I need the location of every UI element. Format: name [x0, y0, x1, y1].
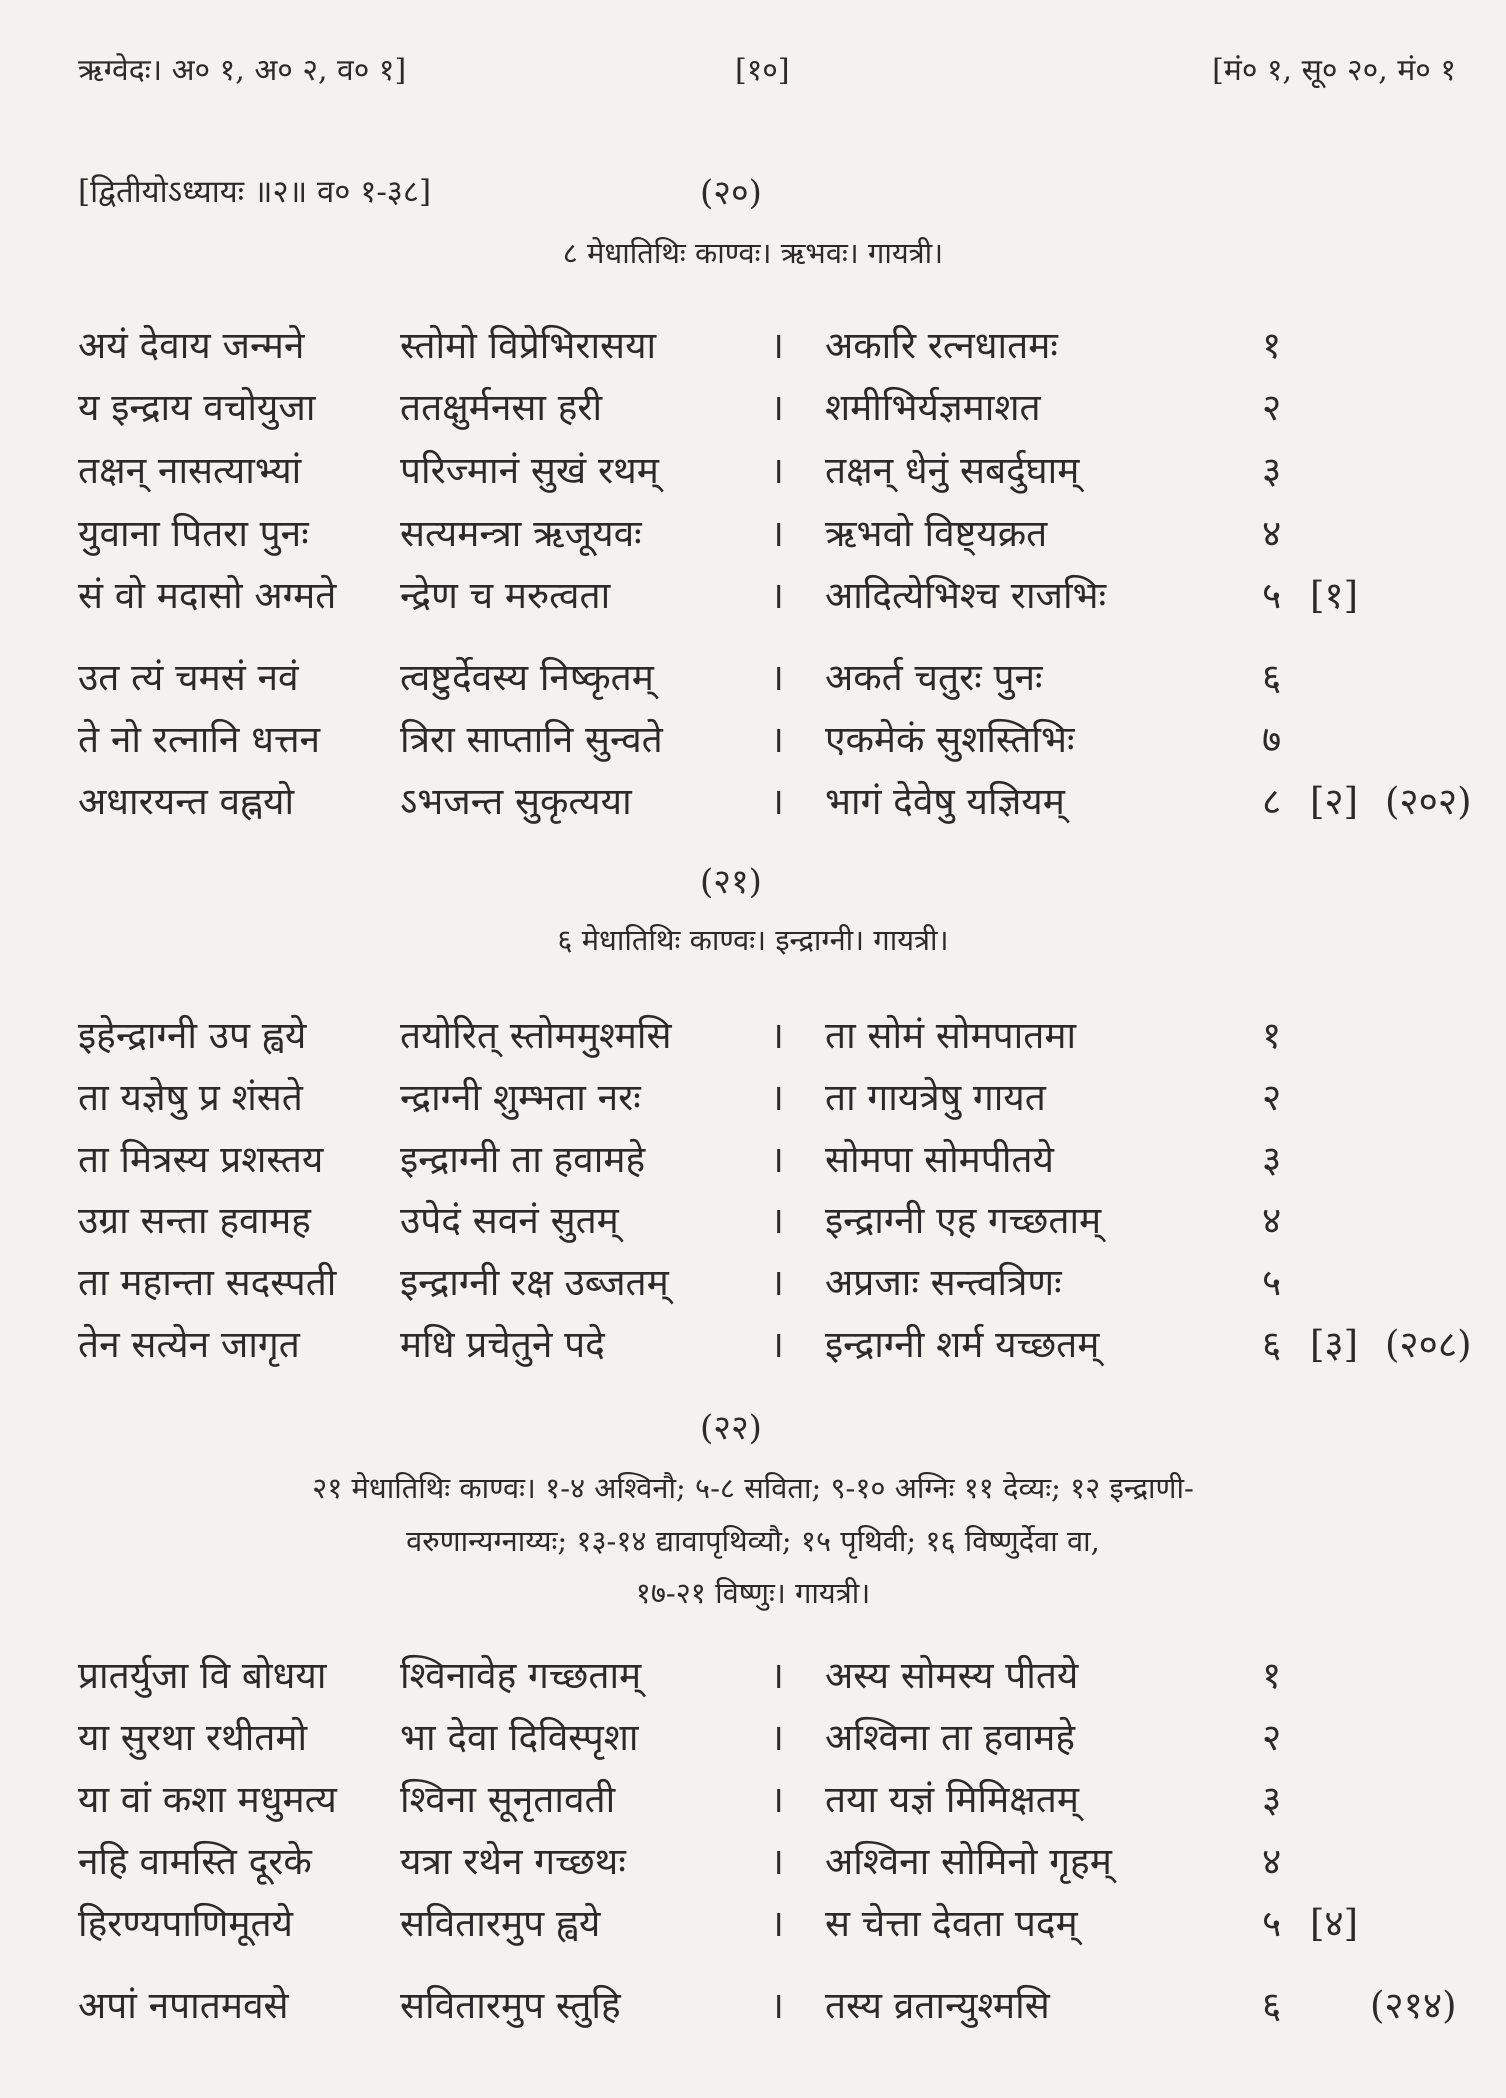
verse-pada-a: प्रातर्युजा वि बोधया	[78, 1654, 327, 1697]
danda: ।	[770, 1014, 785, 1057]
verse-number: ३	[1262, 449, 1282, 492]
danda: ।	[770, 1716, 785, 1759]
danda: ।	[770, 512, 785, 555]
verse-pada-c: इन्द्राग्नी एह गच्छताम्	[825, 1199, 1102, 1242]
verse-row	[0, 568, 1506, 624]
verse-pada-a: उग्रा सन्ता हवामह	[78, 1199, 311, 1242]
running-total: (२०८)	[1385, 1323, 1472, 1366]
sukta-number: (२२)	[700, 1408, 762, 1448]
verse-row	[0, 712, 1506, 768]
verse-number: ८	[1262, 780, 1282, 823]
verse-pada-a: इहेन्द्राग्नी उप ह्वये	[78, 1014, 307, 1057]
verse-pada-a: ता मित्रस्य प्रशस्तय	[78, 1138, 324, 1181]
verse-number: ४	[1262, 1199, 1282, 1242]
danda: ।	[770, 1261, 785, 1304]
verse-pada-b: भा देवा दिविस्पृशा	[400, 1716, 639, 1759]
verse-pada-c: अकर्त चतुरः पुनः	[825, 656, 1043, 699]
verse-pada-b: मधि प्रचेतुने पदे	[400, 1323, 605, 1366]
verse-row	[0, 1008, 1506, 1064]
danda: ।	[770, 574, 785, 617]
verse-pada-c: अकारि रत्नधातमः	[825, 324, 1058, 367]
verse-pada-b: श्विनावेह गच्छताम्	[400, 1654, 642, 1697]
danda: ।	[770, 1199, 785, 1242]
varga-marker: [१]	[1310, 574, 1359, 617]
verse-pada-b: इन्द्राग्नी रक्ष उब्जतम्	[400, 1261, 669, 1304]
verse-row	[0, 774, 1506, 830]
verse-number: १	[1262, 324, 1282, 367]
verse-row	[0, 443, 1506, 499]
verse-row	[0, 1834, 1506, 1890]
verse-pada-c: एकमेकं सुशस्तिभिः	[825, 718, 1075, 761]
verse-row	[0, 1648, 1506, 1704]
danda: ।	[770, 780, 785, 823]
verse-row	[0, 1132, 1506, 1188]
verse-pada-a: य इन्द्राय वचोयुजा	[78, 386, 316, 429]
verse-pada-c: ता सोमं सोमपातमा	[825, 1014, 1077, 1057]
verse-pada-c: तया यज्ञं मिमिक्षतम्	[825, 1778, 1079, 1821]
sukta-meta-line: वरुणान्यग्नाय्यः; १३-१४ द्यावापृथिव्यौ; १५ पृथिवी; १६ विष्णुर्देवा वा,	[406, 1524, 1100, 1558]
verse-pada-a: नहि वामस्ति दूरके	[78, 1840, 312, 1883]
verse-row	[0, 1255, 1506, 1311]
verse-row	[0, 1317, 1506, 1373]
verse-pada-a: सं वो मदासो अग्मते	[78, 574, 337, 617]
verse-row	[0, 1193, 1506, 1249]
varga-marker: [२]	[1310, 780, 1359, 823]
verse-pada-b: श्विना सूनृतावती	[400, 1778, 616, 1821]
danda: ।	[770, 656, 785, 699]
verse-number: ७	[1262, 718, 1282, 761]
verse-pada-c: तक्षन् धेनुं सबर्दुघाम्	[825, 449, 1080, 492]
verse-number: ६	[1262, 656, 1282, 699]
verse-pada-b: न्द्राग्नी शुम्भता नरः	[400, 1076, 641, 1119]
danda: ।	[770, 1138, 785, 1181]
verse-pada-c: अप्रजाः सन्त्वत्रिणः	[825, 1261, 1062, 1304]
verse-number: ६	[1262, 1323, 1282, 1366]
varga-marker: [४]	[1310, 1902, 1359, 1945]
verse-number: २	[1262, 1076, 1282, 1119]
verse-pada-b: त्रिरा साप्तानि सुन्वते	[400, 718, 663, 761]
verse-number: २	[1262, 1716, 1282, 1759]
danda: ।	[770, 386, 785, 429]
verse-pada-b: इन्द्राग्नी ता हवामहे	[400, 1138, 646, 1181]
verse-pada-b: तयोरित् स्तोममुश्मसि	[400, 1014, 672, 1057]
danda: ।	[770, 1984, 785, 2027]
verse-pada-a: ते नो रत्नानि धत्तन	[78, 718, 321, 761]
verse-number: १	[1262, 1014, 1282, 1057]
verse-pada-c: भागं देवेषु यज्ञियम्	[825, 780, 1065, 823]
danda: ।	[770, 1323, 785, 1366]
danda: ।	[770, 1778, 785, 1821]
danda: ।	[770, 718, 785, 761]
verse-pada-b: स्तोमो विप्रेभिरासया	[400, 324, 657, 367]
verse-row	[0, 506, 1506, 562]
verse-pada-b: यत्रा रथेन गच्छथः	[400, 1840, 626, 1883]
verse-pada-b: ततक्षुर्मनसा हरी	[400, 386, 603, 429]
verse-number: ३	[1262, 1778, 1282, 1821]
verse-pada-c: शमीभिर्यज्ञमाशत	[825, 386, 1041, 429]
adhyaya-label: [द्वितीयोऽध्यायः ॥२॥ व० १-३८]	[78, 174, 432, 210]
verse-pada-a: तेन सत्येन जागृत	[78, 1323, 300, 1366]
verse-number: ५	[1262, 1902, 1282, 1945]
sukta-number: (२१)	[700, 862, 762, 902]
danda: ।	[770, 1654, 785, 1697]
verse-row	[0, 1978, 1506, 2034]
verse-pada-b: न्द्रेण च मरुत्वता	[400, 574, 611, 617]
verse-pada-c: स चेत्ता देवता पदम्	[825, 1902, 1078, 1945]
verse-pada-a: अयं देवाय जन्मने	[78, 324, 305, 367]
page-number: [१०]	[735, 53, 790, 88]
danda: ।	[770, 1840, 785, 1883]
danda: ।	[770, 324, 785, 367]
header-left: ऋग्वेदः। अ० १, अ० २, व० १]	[78, 53, 407, 88]
sukta-meta: ८ मेधातिथिः काण्वः। ऋभवः। गायत्री।	[562, 236, 944, 270]
verse-pada-a: या सुरथा रथीतमो	[78, 1716, 308, 1759]
verse-row	[0, 1070, 1506, 1126]
verse-pada-b: त्वष्टुर्देवस्य निष्कृतम्	[400, 656, 654, 699]
verse-row	[0, 380, 1506, 436]
varga-marker: [३]	[1310, 1323, 1359, 1366]
verse-pada-b: उपेदं सवनं सुतम्	[400, 1199, 619, 1242]
verse-pada-b: सवितारमुप ह्वये	[400, 1902, 601, 1945]
sukta-meta: ६ मेधातिथिः काण्वः। इन्द्राग्नी। गायत्री।	[557, 923, 949, 957]
verse-row	[0, 318, 1506, 374]
verse-pada-a: या वां कशा मधुमत्य	[78, 1778, 337, 1821]
verse-pada-b: सवितारमुप स्तुहि	[400, 1984, 621, 2027]
verse-number: ५	[1262, 574, 1282, 617]
verse-pada-c: आदित्येभिश्च राजभिः	[825, 574, 1107, 617]
verse-pada-c: ता गायत्रेषु गायत	[825, 1076, 1046, 1119]
verse-pada-a: अपां नपातमवसे	[78, 1984, 289, 2027]
verse-row	[0, 1710, 1506, 1766]
verse-pada-c: तस्य व्रतान्युश्मसि	[825, 1984, 1050, 2027]
verse-number: २	[1262, 386, 1282, 429]
verse-number: १	[1262, 1654, 1282, 1697]
danda: ।	[770, 1902, 785, 1945]
verse-pada-a: तक्षन् नासत्याभ्यां	[78, 449, 302, 492]
verse-pada-c: अस्य सोमस्य पीतये	[825, 1654, 1079, 1697]
verse-pada-b: ऽभजन्त सुकृत्यया	[400, 780, 632, 823]
running-total: (२१४)	[1370, 1984, 1457, 2027]
verse-pada-b: परिज्मानं सुखं रथम्	[400, 449, 659, 492]
verse-pada-a: हिरण्यपाणिमूतये	[78, 1902, 294, 1945]
verse-number: ६	[1262, 1984, 1282, 2027]
sukta-meta-line: १७-२१ विष्णुः। गायत्री।	[635, 1576, 871, 1610]
verse-pada-b: सत्यमन्त्रा ऋजूयवः	[400, 512, 642, 555]
verse-row	[0, 650, 1506, 706]
verse-pada-a: ता महान्ता सदस्पती	[78, 1261, 337, 1304]
verse-pada-c: अश्विना ता हवामहे	[825, 1716, 1076, 1759]
danda: ।	[770, 449, 785, 492]
running-total: (२०२)	[1385, 780, 1472, 823]
danda: ।	[770, 1076, 785, 1119]
verse-pada-c: सोमपा सोमपीतये	[825, 1138, 1054, 1181]
verse-pada-a: उत त्यं चमसं नवं	[78, 656, 299, 699]
verse-number: ४	[1262, 1840, 1282, 1883]
verse-row	[0, 1772, 1506, 1828]
sukta-meta-line: २१ मेधातिथिः काण्वः। १-४ अश्विनौ; ५-८ सविता; ९-१० अग्निः ११ देव्यः; १२ इन्द्राणी-	[312, 1471, 1194, 1505]
verse-pada-a: अधारयन्त वह्नयो	[78, 780, 295, 823]
verse-number: ३	[1262, 1138, 1282, 1181]
verse-number: ४	[1262, 512, 1282, 555]
verse-pada-c: ऋभवो विष्ट्यक्रत	[825, 512, 1048, 555]
verse-pada-a: ता यज्ञेषु प्र शंसते	[78, 1076, 303, 1119]
verse-pada-c: इन्द्राग्नी शर्म यच्छतम्	[825, 1323, 1100, 1366]
verse-row	[0, 1896, 1506, 1952]
verse-pada-c: अश्विना सोमिनो गृहम्	[825, 1840, 1112, 1883]
sukta-number: (२०)	[700, 173, 762, 213]
verse-pada-a: युवाना पितरा पुनः	[78, 512, 309, 555]
verse-number: ५	[1262, 1261, 1282, 1304]
header-right: [मं० १, सू० २०, मं० १	[1212, 53, 1456, 88]
